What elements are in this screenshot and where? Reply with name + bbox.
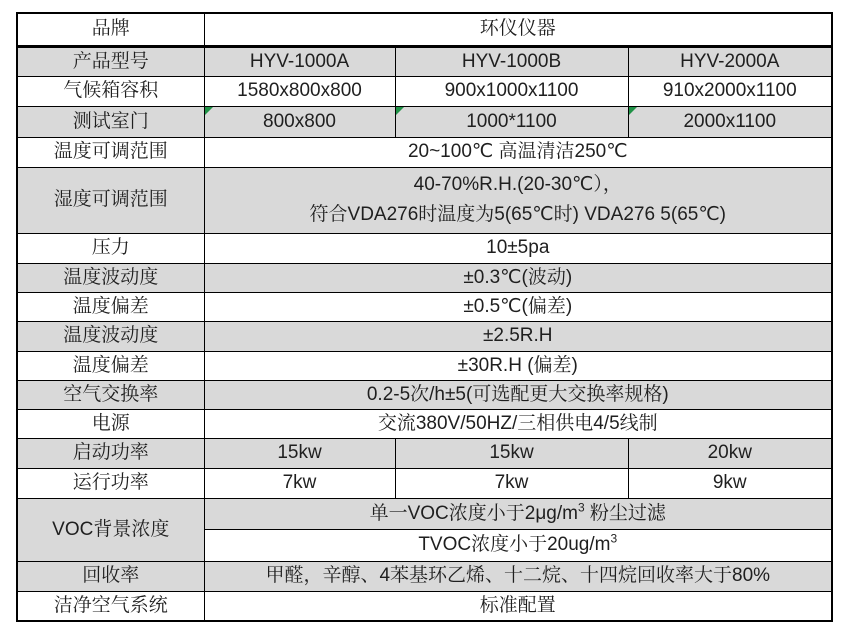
row-label-cell [17,468,204,498]
cell-text: 800x800 [263,110,336,132]
cell-text: 15kw [489,442,534,464]
cell-text: 单一VOC浓度小于2μg/m [369,502,578,524]
row-label-text: 电源 [91,412,130,434]
row-label-cell [17,591,204,621]
value-cell [628,438,832,468]
table-row [17,46,832,76]
table-row [17,137,832,167]
row-label-text: 温度波动度 [63,266,159,288]
table-row [17,76,832,106]
cell-text: ±0.5℃(偏差) [463,295,573,317]
value-cell [395,76,628,106]
row-label-text: 温度偏差 [72,354,149,376]
table-row [17,292,832,321]
cell-text: 10±5pa [486,237,550,259]
value-cell [628,468,832,498]
table-row [17,106,832,137]
product-spec-table [16,12,833,622]
row-label-cell [17,106,204,137]
table-row [17,380,832,409]
cell-text: 20~100℃ 高温清洁250℃ [407,141,628,163]
cell-text: 交流380V/50HZ/三相供电4/5线制 [377,412,658,434]
value-cell [395,46,628,76]
row-label-cell [17,292,204,321]
value-cell [395,468,628,498]
table-row [17,321,832,351]
cell-text: 甲醛，辛醇、4苯基环乙烯、十二烷、十四烷回收率大于80% [265,565,771,587]
value-cell [204,498,832,529]
cell-text: 910x2000x1100 [662,80,797,102]
value-cell [204,46,395,76]
superscript-text: 3 [577,500,585,515]
cell-text: 0.2-5次/h±5(可选配更大交换率规格) [366,383,669,405]
cell-text: 1580x800x800 [237,80,362,102]
value-cell [395,106,628,137]
row-label-text: 运行功率 [72,472,149,494]
value-cell [204,561,832,591]
cell-text: 9kw [712,472,747,494]
cell-text: 2000x1100 [683,110,777,132]
row-label-text: 品牌 [91,18,130,40]
cell-text: TVOC浓度小于20ug/m [418,534,611,556]
cell-text-line: 符合VDA276时温度为5(65℃时) VDA276 5(65℃) [309,204,726,225]
cell-flag-triangle-icon [205,107,213,115]
row-label-text: 回收率 [82,565,140,587]
row-label-text: 洁净空气系统 [53,594,168,616]
row-label-text: 启动功率 [72,442,149,464]
table-row [17,438,832,468]
cell-text: 环仪仪器 [479,18,556,40]
row-label-cell [17,380,204,409]
cell-text: ±30R.H (偏差) [457,354,578,376]
table-row [17,263,832,292]
cell-text: 7kw [494,472,529,494]
row-label-cell [17,167,204,233]
cell-text: 20kw [707,442,752,464]
value-cell [628,106,832,137]
table-row [17,409,832,438]
superscript-text: 3 [610,531,618,546]
value-cell [204,351,832,380]
table-row [17,468,832,498]
row-label-cell [17,76,204,106]
table-row [17,13,832,46]
row-label-text: 温度偏差 [72,295,149,317]
row-label-cell [17,561,204,591]
table-row [17,351,832,380]
value-cell [204,321,832,351]
table-row [17,167,832,233]
row-label-cell [17,46,204,76]
value-cell [204,263,832,292]
product-spec-table-container [16,12,833,622]
cell-text: 900x1000x1100 [444,80,579,102]
row-label-cell [17,351,204,380]
cell-text: 15kw [277,442,322,464]
row-label-text: 温度可调范围 [53,141,168,163]
cell-text: HYV-1000B [461,50,562,72]
row-label-text: 测试室门 [72,110,149,132]
row-label-cell [17,137,204,167]
value-cell [204,529,832,561]
table-row [17,561,832,591]
value-cell [204,13,832,46]
table-row [17,591,832,621]
value-cell [204,438,395,468]
cell-text: ±2.5R.H [482,325,553,347]
spec-table-body [17,13,832,621]
cell-text: ±0.3℃(波动) [463,266,573,288]
row-label-text: 产品型号 [72,50,149,72]
value-cell [204,167,832,233]
value-cell [204,380,832,409]
cell-text: 标准配置 [479,594,556,616]
row-label-text: 温度波动度 [63,325,159,347]
row-label-text: 湿度可调范围 [53,189,168,211]
value-cell [204,106,395,137]
value-cell [204,591,832,621]
cell-text: 1000*1100 [466,110,557,132]
value-cell [628,76,832,106]
value-cell [204,233,832,263]
row-label-cell [17,13,204,46]
value-cell [204,409,832,438]
table-row [17,498,832,529]
table-row [17,233,832,263]
row-label-cell [17,409,204,438]
row-label-cell [17,438,204,468]
row-label-text: 空气交换率 [63,383,159,405]
row-label-text: VOC背景浓度 [52,518,170,540]
value-cell [204,292,832,321]
cell-text: HYV-2000A [680,50,780,72]
cell-text: HYV-1000A [249,50,350,72]
row-label-cell [17,321,204,351]
value-cell [204,137,832,167]
row-label-text: 气候箱容积 [63,80,159,102]
cell-text: 7kw [282,472,317,494]
row-label-cell [17,233,204,263]
cell-flag-triangle-icon [396,107,404,115]
value-cell [395,438,628,468]
value-cell [204,76,395,106]
row-label-cell [17,263,204,292]
row-label-cell [17,498,204,561]
value-cell [204,468,395,498]
cell-flag-triangle-icon [629,107,637,115]
value-cell [628,46,832,76]
row-label-text: 压力 [91,237,130,259]
cell-text: 粉尘过滤 [584,502,666,524]
cell-text-line: 40-70%R.H.(20-30℃）， [413,174,622,195]
